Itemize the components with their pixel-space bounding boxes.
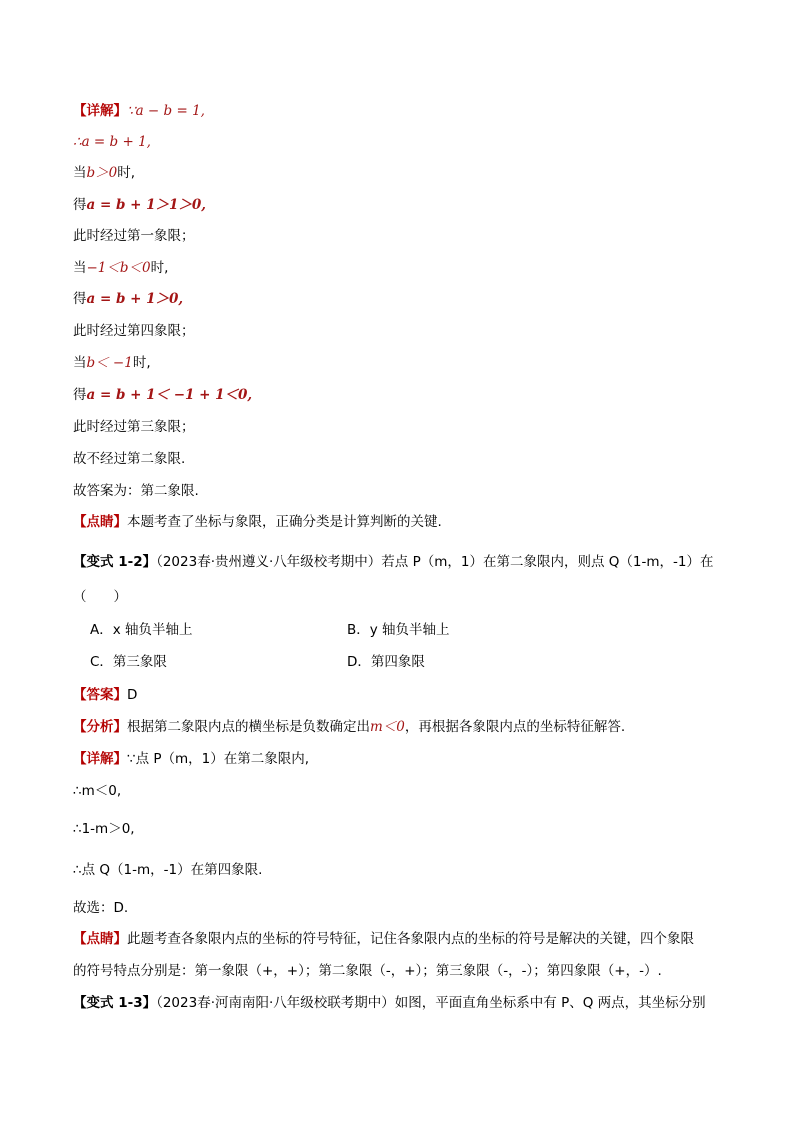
inequality: b＜ −1	[86, 355, 133, 371]
detail-2-line-4: ∴点 Q（1-m，-1）在第四象限.	[73, 862, 263, 878]
detail-line-12: 故不经过第二象限.	[73, 451, 186, 467]
detail-tag: 【详解】	[73, 103, 127, 119]
text: 得	[73, 197, 87, 213]
question-tag: 【变式 1-2】	[73, 554, 157, 570]
comment-2-line-2: 的符号特点分别是：第一象限（+，+）；第二象限（-，+）；第三象限（-，-）；第四象限（+，-）.	[73, 963, 662, 979]
inequality: −1＜b＜0	[86, 260, 151, 276]
inequality: a = b + 1＜ −1 + 1＜0,	[86, 387, 253, 403]
comment-tag: 【点睛】	[73, 931, 127, 947]
detail-2-line-1	[73, 749, 309, 769]
answer-tag: 【答案】	[73, 687, 127, 703]
question-text: （2023春·河南南阳·八年级校联考期中）如图，平面直角坐标系中有 P、Q 两点，其坐标分别	[156, 995, 706, 1011]
equation: ∵a − b = 1,	[127, 103, 205, 119]
analysis-tag: 【分析】	[73, 719, 127, 735]
detail-line-7	[73, 289, 183, 309]
option-d: D．第四象限	[347, 654, 425, 670]
text: 得	[73, 387, 87, 403]
inequality: m＜0	[370, 719, 405, 735]
option-c: C．第三象限	[90, 654, 167, 670]
detail-line-3	[73, 163, 135, 183]
comment-2-line-1	[73, 929, 694, 949]
text: 时,	[132, 355, 151, 371]
question-1-3	[73, 993, 706, 1013]
text: 当	[73, 260, 87, 276]
detail-line-8: 此时经过第四象限；	[73, 323, 195, 339]
text: 得	[73, 291, 87, 307]
detail-line-5: 此时经过第一象限；	[73, 228, 195, 244]
question-paren: （ ）	[73, 589, 127, 605]
comment-tag: 【点睛】	[73, 514, 127, 530]
detail-text: ∵点 P（m，1）在第二象限内,	[127, 751, 310, 767]
analysis-text: 根据第二象限内点的横坐标是负数确定出	[127, 719, 370, 735]
comment-text: 本题考查了坐标与象限，正确分类是计算判断的关键.	[127, 514, 442, 530]
inequality: b＞0	[86, 165, 118, 181]
comment-line	[73, 512, 442, 532]
equation: ∴a = b + 1,	[73, 134, 151, 150]
text: 当	[73, 355, 87, 371]
question-tag: 【变式 1-3】	[73, 995, 157, 1011]
detail-line-2	[73, 132, 151, 152]
option-a: A．x 轴负半轴上	[90, 622, 193, 638]
detail-line-13: 故答案为：第二象限.	[73, 483, 199, 499]
detail-line-11: 此时经过第三象限；	[73, 419, 195, 435]
analysis-text: ，再根据各象限内点的坐标特征解答.	[404, 719, 626, 735]
detail-line-10	[73, 385, 252, 405]
answer-text: D	[127, 687, 138, 703]
question-1-2	[73, 552, 713, 572]
detail-2-line-2: ∴m＜0,	[73, 783, 122, 799]
detail-2-line-3: ∴1-m＞0,	[73, 821, 135, 837]
comment-text: 此题考查各象限内点的坐标的符号特征，记住各象限内点的坐标的符号是解决的关键，四个象限	[127, 931, 694, 947]
inequality: a = b + 1＞0,	[86, 291, 184, 307]
inequality: a = b + 1＞1＞0,	[86, 197, 206, 213]
analysis-line	[73, 717, 625, 737]
answer-line	[73, 685, 137, 705]
option-b: B．y 轴负半轴上	[347, 622, 450, 638]
detail-2-line-5: 故选：D.	[73, 900, 129, 916]
text: 当	[73, 165, 87, 181]
detail-line-1	[73, 101, 205, 121]
text: 时,	[117, 165, 136, 181]
detail-tag: 【详解】	[73, 751, 127, 767]
detail-line-9	[73, 353, 151, 373]
detail-line-4	[73, 195, 206, 215]
text: 时,	[150, 260, 169, 276]
question-text: （2023春·贵州遵义·八年级校考期中）若点 P（m，1）在第二象限内，则点 Q（1-m，-1）在	[156, 554, 714, 570]
detail-line-6	[73, 258, 168, 278]
